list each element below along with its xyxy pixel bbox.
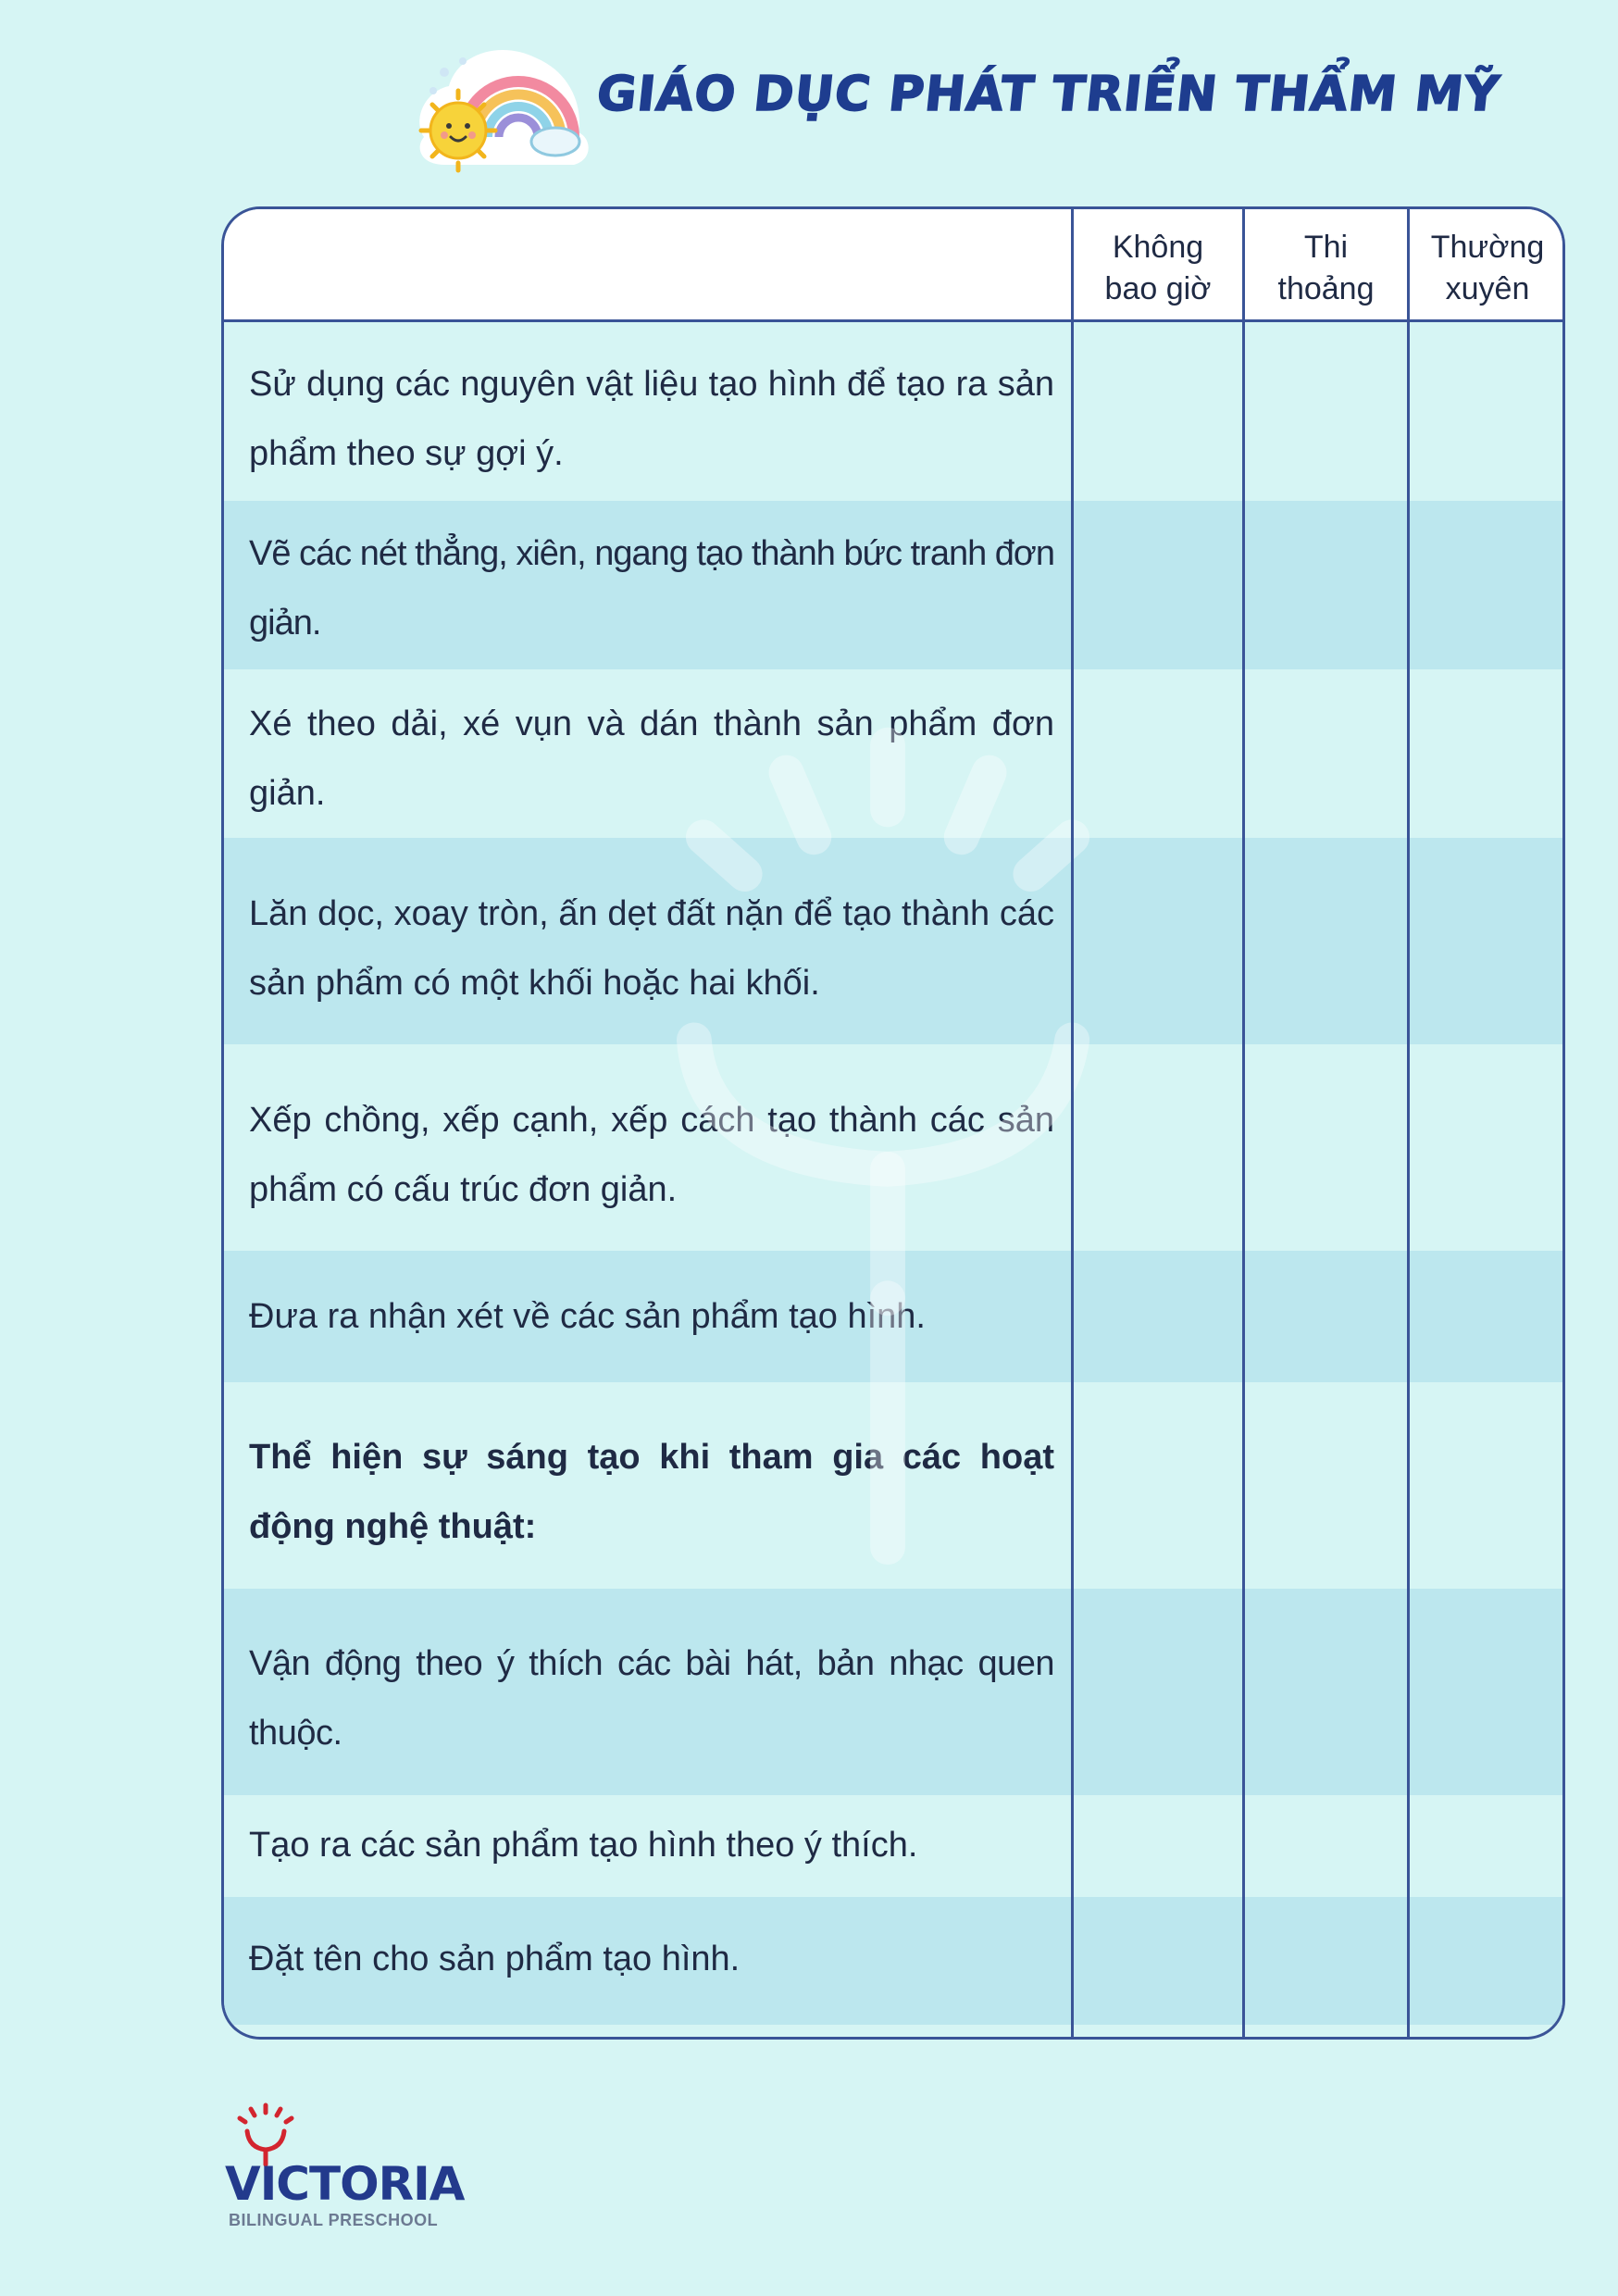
table-row xyxy=(224,1589,1562,1795)
table-row xyxy=(224,322,1562,501)
sun-rainbow-icon xyxy=(407,35,602,174)
row-criterion: Vẽ các nét thẳng, xiên, ngang tạo thành bức tranh đơn giản. xyxy=(249,534,1054,643)
table-row xyxy=(224,1897,1562,2025)
logo-subtitle: BILINGUAL PRESCHOOL xyxy=(229,2211,439,2229)
column-divider xyxy=(1242,209,1245,2037)
table-row xyxy=(224,1795,1562,1897)
row-criterion: Lăn dọc, xoay tròn, ấn dẹt đất nặn để tạo thành các sản phẩm có một khối hoặc hai khối. xyxy=(249,894,1054,1003)
page-header xyxy=(407,28,1503,176)
column-divider xyxy=(1071,209,1074,2037)
table-row xyxy=(224,1044,1562,1251)
row-criterion-heading: Thể hiện sự sáng tạo khi tham gia các hoạt động nghệ thuật: xyxy=(249,1438,1054,1546)
row-criterion: Xếp chồng, xếp cạnh, xếp cách tạo thành các sản phẩm có cấu trúc đơn giản. xyxy=(249,1101,1054,1209)
page-title: GIÁO DỤC PHÁT TRIỂN THẨM MỸ xyxy=(593,67,1503,122)
row-criterion: Tạo ra các sản phẩm tạo hình theo ý thích. xyxy=(249,1826,918,1865)
table-row xyxy=(224,501,1562,669)
row-criterion: Xé theo dải, xé vụn và dán thành sản phẩm đơn giản. xyxy=(249,705,1054,813)
skills-checklist-table xyxy=(221,206,1565,2040)
column-header-sometimes: Thi thoảng xyxy=(1277,230,1375,306)
row-criterion: Vận động theo ý thích các bài hát, bản nhạc quen thuộc. xyxy=(249,1644,1054,1753)
table-row xyxy=(224,838,1562,1044)
row-criterion: Sử dụng các nguyên vật liệu tạo hình để tạo ra sản phẩm theo sự gợi ý. xyxy=(249,365,1054,473)
logo-wordmark: VICTORIA xyxy=(225,2157,465,2211)
table-row xyxy=(224,1382,1562,1589)
school-logo xyxy=(225,2102,465,2229)
table-row xyxy=(224,1251,1562,1382)
row-criterion: Đưa ra nhận xét về các sản phẩm tạo hình. xyxy=(249,1297,926,1336)
column-divider xyxy=(1407,209,1410,2037)
column-header-never: Không bao giờ xyxy=(1104,230,1212,306)
row-criterion: Đặt tên cho sản phẩm tạo hình. xyxy=(249,1940,741,1978)
table-row xyxy=(224,669,1562,838)
column-header-often: Thường xuyên xyxy=(1430,230,1545,306)
